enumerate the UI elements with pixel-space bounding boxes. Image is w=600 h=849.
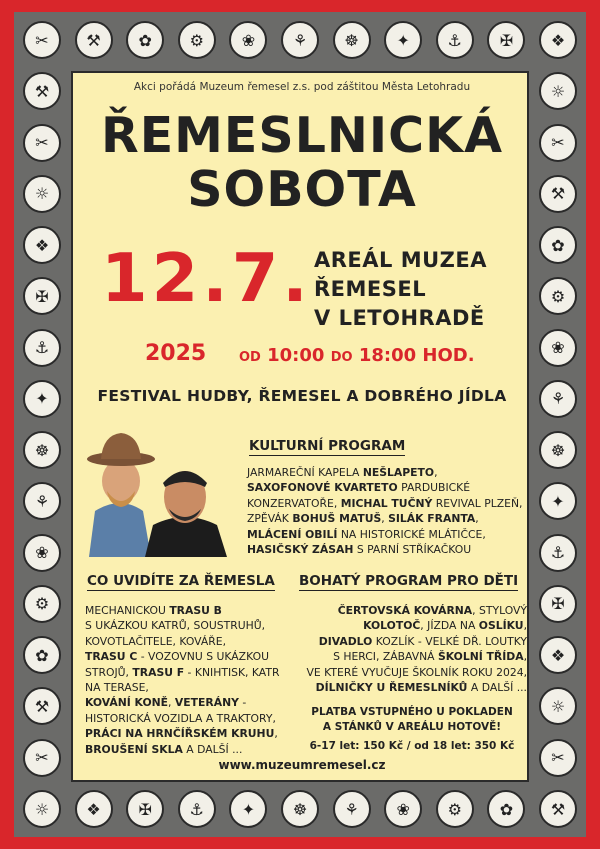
craft-medallion-icon: ⚙: [178, 21, 216, 59]
kids-text-3: ,: [523, 619, 527, 633]
performers-photo: [87, 425, 245, 557]
craft-medallion-icon: ☼: [539, 72, 577, 110]
kids-heading: BOHATÝ PROGRAM PRO DĚTI: [299, 573, 519, 589]
culture-text-5: ,: [475, 512, 479, 526]
craft-medallion-icon: ❖: [23, 226, 61, 264]
time-from: 10:00: [267, 345, 325, 366]
kids-text-8: A DALŠÍ ...: [467, 681, 527, 695]
place-line-2: ŘEMESEL: [314, 277, 427, 301]
kids-text-5: S HERCI, ZÁBAVNÁ: [333, 650, 439, 664]
time-from-word: OD: [239, 350, 261, 365]
craft-medallion-icon: ✦: [23, 380, 61, 418]
culture-bold-1: NEŠLAPETO: [362, 466, 435, 479]
payment-note-line-2: A STÁNKŮ V AREÁLU HOTOVĚ!: [322, 721, 502, 733]
craft-medallion-icon: ✦: [384, 21, 422, 59]
craft-medallion-icon: ✠: [126, 790, 164, 828]
craft-medallion-icon: ⚙: [436, 790, 474, 828]
crafts-bold-2: TRASU C: [85, 650, 138, 664]
craft-medallion-icon: ⚓: [178, 790, 216, 828]
craft-medallion-icon: ⚙: [23, 585, 61, 623]
event-time: [239, 345, 475, 366]
craft-medallion-icon: ☼: [539, 687, 577, 725]
craft-medallion-icon: ⚒: [75, 21, 113, 59]
craft-medallion-icon: ❀: [23, 534, 61, 572]
crafts-text-5: ,: [168, 696, 175, 710]
title-line-2: SOBOTA: [187, 161, 417, 218]
craft-medallion-icon: ⚘: [539, 380, 577, 418]
craft-medallion-icon: ☸: [23, 431, 61, 469]
craft-medallion-icon: ✂: [23, 21, 61, 59]
kids-bold-6: DÍLNIČKY U ŘEMESLNÍKŮ: [315, 681, 468, 695]
crafts-bold-3: TRASU F: [132, 665, 185, 679]
place-line-3: V LETOHRADĚ: [314, 306, 485, 330]
craft-medallion-icon: ✿: [23, 636, 61, 674]
place-line-1: AREÁL MUZEA: [314, 248, 487, 272]
time-to: 18:00: [358, 345, 417, 366]
title-line-1: ŘEMESLNICKÁ: [100, 107, 504, 164]
culture-text-1: JARMAREČNÍ KAPELA: [247, 466, 363, 479]
craft-medallion-icon: ☸: [281, 790, 319, 828]
crafts-bold-7: BROUŠENÍ SKLA: [85, 742, 183, 756]
kids-heading-wrap: [299, 570, 518, 589]
craft-medallion-icon: ❖: [539, 636, 577, 674]
crafts-bold-1: TRASU B: [169, 604, 222, 617]
craft-medallion-icon: ☼: [23, 790, 61, 828]
craft-medallion-icon: ✦: [539, 482, 577, 520]
craft-medallion-icon: ⚒: [23, 72, 61, 110]
culture-text-2: PARDUBICKÉ KONZERVATOŘE,: [247, 481, 471, 510]
kids-bold-4: DIVADLO: [318, 634, 373, 648]
crafts-text-4: - KNIHTISK, KATR NA TERASE,: [85, 665, 280, 695]
craft-medallion-icon: ⚓: [436, 21, 474, 59]
website-url[interactable]: www.muzeumremesel.cz: [218, 758, 386, 772]
craft-medallion-icon: ✠: [487, 21, 525, 59]
craft-medallion-icon: ❀: [539, 329, 577, 367]
crafts-bold-4: KOVÁNÍ KONĚ: [85, 696, 169, 710]
crafts-text-7: ,: [274, 727, 278, 741]
craft-medallion-icon: ⚓: [539, 534, 577, 572]
craft-medallion-icon: ⚘: [281, 21, 319, 59]
craft-medallion-icon: ✠: [23, 277, 61, 315]
craft-medallion-icon: ❀: [384, 790, 422, 828]
craft-medallion-icon: ☸: [539, 431, 577, 469]
craft-medallion-icon: ⚙: [539, 277, 577, 315]
organizer-line: Akci pořádá Muzeum řemesel z.s. pod záštitou Města Letohradu: [133, 81, 471, 93]
craft-medallion-icon: ✿: [539, 226, 577, 264]
kids-text-7: VE KTERÉ VYUČUJE ŠKOLNÍK ROKU 2024,: [306, 665, 527, 679]
event-date: 12.7.: [101, 239, 312, 317]
craft-medallion-icon: ⚒: [23, 687, 61, 725]
ticket-prices: 6-17 let: 150 Kč / od 18 let: 350 Kč: [309, 740, 515, 752]
kids-text-6: ,: [523, 650, 527, 664]
culture-bold-2: SAXOFONOVÉ KVARTETO: [247, 481, 398, 495]
craft-medallion-icon: ☸: [333, 21, 371, 59]
kids-bold-1: ČERTOVSKÁ KOVÁRNA: [337, 604, 473, 617]
craft-medallion-icon: ✂: [23, 124, 61, 162]
kids-text-2: , JÍZDA NA: [420, 619, 479, 633]
craft-medallion-icon: ✿: [487, 790, 525, 828]
crafts-heading-wrap: [87, 570, 275, 589]
craft-medallion-icon: ❖: [75, 790, 113, 828]
culture-text-7: S PARNÍ STŘÍKAČKOU: [353, 543, 472, 557]
culture-heading: KULTURNÍ PROGRAM: [249, 438, 406, 454]
crafts-text-2: S UKÁZKOU KATRŮ, SOUSTRUHŮ, KOVOTLAČITELE, KOVÁŘE,: [85, 619, 266, 648]
crafts-text-8: A DALŠÍ ...: [182, 742, 243, 756]
crafts-bold-5: VETERÁNY: [174, 696, 239, 710]
event-year: 2025: [145, 341, 207, 366]
crafts-bold-6: PRÁCI NA HRNČÍŘSKÉM KRUHU: [85, 727, 275, 741]
craft-medallion-icon: ❀: [229, 21, 267, 59]
culture-text: [247, 465, 527, 557]
crafts-text: [85, 603, 297, 757]
culture-text-4: ,: [381, 512, 389, 526]
kids-text: [287, 603, 527, 695]
craft-medallion-icon: ⚘: [23, 482, 61, 520]
kids-bold-3: OSLÍKU: [478, 619, 524, 633]
culture-bold-7: HASIČSKÝ ZÁSAH: [247, 543, 354, 557]
event-place: [314, 246, 487, 333]
kids-text-1: , STYLOVÝ: [472, 604, 527, 617]
payment-note: [297, 705, 527, 735]
craft-medallion-icon: ⚒: [539, 790, 577, 828]
time-unit: HOD.: [422, 345, 475, 366]
culture-bold-5: SILÁK FRANTA: [388, 512, 476, 526]
time-to-word: DO: [330, 350, 353, 365]
kids-bold-5: ŠKOLNÍ TŘÍDA: [438, 650, 524, 664]
craft-medallion-icon: ✂: [539, 739, 577, 777]
craft-medallion-icon: ❖: [539, 21, 577, 59]
kids-text-4: KOZLÍK - VELKÉ DŘ. LOUTKY: [372, 634, 527, 648]
culture-heading-wrap: [249, 435, 406, 454]
craft-medallion-icon: ⚒: [539, 175, 577, 213]
culture-bold-4: BOHUŠ MATUŠ: [292, 512, 382, 526]
kids-bold-2: KOLOTOČ: [363, 619, 421, 633]
crafts-heading: CO UVIDÍTE ZA ŘEMESLA: [87, 573, 275, 589]
craft-medallion-icon: ✠: [539, 585, 577, 623]
crafts-text-1: MECHANICKOU: [85, 604, 170, 617]
craft-medallion-icon: ⚘: [333, 790, 371, 828]
poster-content: [71, 71, 529, 782]
festival-tagline: FESTIVAL HUDBY, ŘEMESEL A DOBRÉHO JÍDLA: [97, 387, 507, 405]
crafts-text-6: - HISTORICKÁ VOZIDLA A TRAKTORY,: [85, 696, 276, 725]
culture-bold-6: MLÁCENÍ OBILÍ: [247, 527, 338, 541]
craft-medallion-icon: ✿: [126, 21, 164, 59]
culture-text-1b: ,: [434, 466, 438, 479]
payment-note-line-1: PLATBA VSTUPNÉHO U POKLADEN: [311, 706, 513, 718]
culture-bold-3: MICHAL TUČNÝ: [340, 496, 433, 510]
culture-text-6: NA HISTORICKÉ MLÁTIČCE,: [337, 527, 486, 541]
craft-medallion-icon: ✂: [539, 124, 577, 162]
craft-medallion-icon: ✂: [23, 739, 61, 777]
craft-medallion-icon: ☼: [23, 175, 61, 213]
culture-text-3: REVIVAL PLZEŇ, ZPĚVÁK: [247, 496, 523, 526]
craft-medallion-icon: ✦: [229, 790, 267, 828]
crafts-text-3: - VOZOVNU S UKÁZKOU STROJŮ,: [85, 650, 269, 679]
craft-medallion-icon: ⚓: [23, 329, 61, 367]
